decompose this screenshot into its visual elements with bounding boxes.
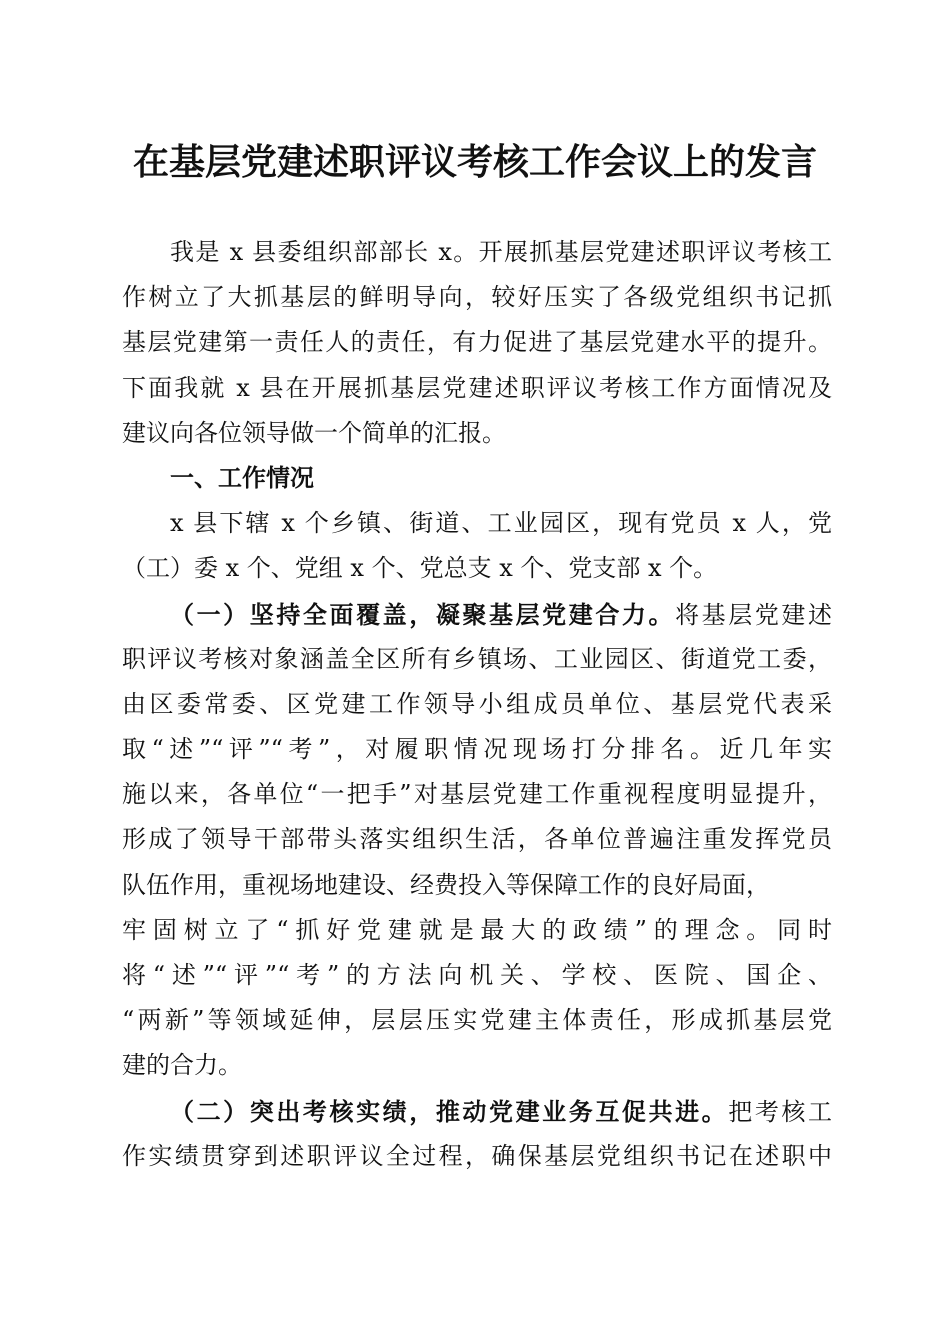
document-title: 在基层党建述职评议考核工作会议上的发言: [132, 141, 817, 183]
paragraph-line: 将“述”“评”“考”的方法向机关、学校、医院、国企、: [122, 961, 832, 989]
paragraph-line: 施以来，各单位“一把手”对基层党建工作重视程度明显提升，: [122, 780, 832, 809]
section-heading: 一、工作情况: [170, 463, 314, 492]
paragraph-line: 作树立了大抓基层的鲜明导向，较好压实了各级党组织书记抓: [122, 283, 832, 312]
paragraph-line: 形成了领导干部带头落实组织生活，各单位普遍注重发挥党员: [122, 825, 832, 854]
paragraph-line: 我是 x 县委组织部部长 x。开展抓基层党建述职评议考核工: [170, 238, 832, 266]
paragraph-line: “两新”等领域延伸，层层压实党建主体责任，形成抓基层党: [122, 1006, 832, 1035]
paragraph-line: 建的合力。: [122, 1051, 242, 1080]
paragraph-line: 作实绩贯穿到述职评议全过程，确保基层党组织书记在述职中: [122, 1141, 832, 1170]
subheading: （一）坚持全面覆盖，凝聚基层党建合力。: [170, 599, 676, 629]
document-body: [122, 230, 832, 1179]
subheading: （二）突出考核实绩，推动党建业务互促共进。: [170, 1096, 729, 1126]
paragraph-line: 由区委常委、区党建工作领导小组成员单位、基层党代表采: [122, 689, 832, 718]
paragraph-line: x 县下辖 x 个乡镇、街道、工业园区，现有党员 x 人，党: [170, 509, 832, 538]
paragraph-line: 取“述”“评”“考”，对履职情况现场打分排名。近几年实: [122, 735, 832, 764]
paragraph-line: 牢固树立了“抓好党建就是最大的政绩”的理念。同时: [122, 915, 832, 944]
paragraph-line: [122, 592, 832, 637]
paragraph-text: 把考核工: [728, 1097, 832, 1126]
paragraph-line: 基层党建第一责任人的责任，有力促进了基层党建水平的提升。: [122, 328, 832, 357]
paragraph-line: [122, 1089, 832, 1134]
paragraph-line: （工）委 x 个、党组 x 个、党总支 x 个、党支部 x 个。: [122, 554, 718, 583]
paragraph-line: 队伍作用，重视场地建设、经费投入等保障工作的良好局面，: [122, 870, 770, 899]
paragraph-line: 建议向各位领导做一个简单的汇报。: [122, 418, 506, 447]
paragraph-line: 下面我就 x 县在开展抓基层党建述职评议考核工作方面情况及: [122, 373, 832, 402]
paragraph-text: 将基层党建述: [675, 600, 832, 629]
paragraph-line: 职评议考核对象涵盖全区所有乡镇场、工业园区、街道党工委，: [122, 644, 832, 673]
